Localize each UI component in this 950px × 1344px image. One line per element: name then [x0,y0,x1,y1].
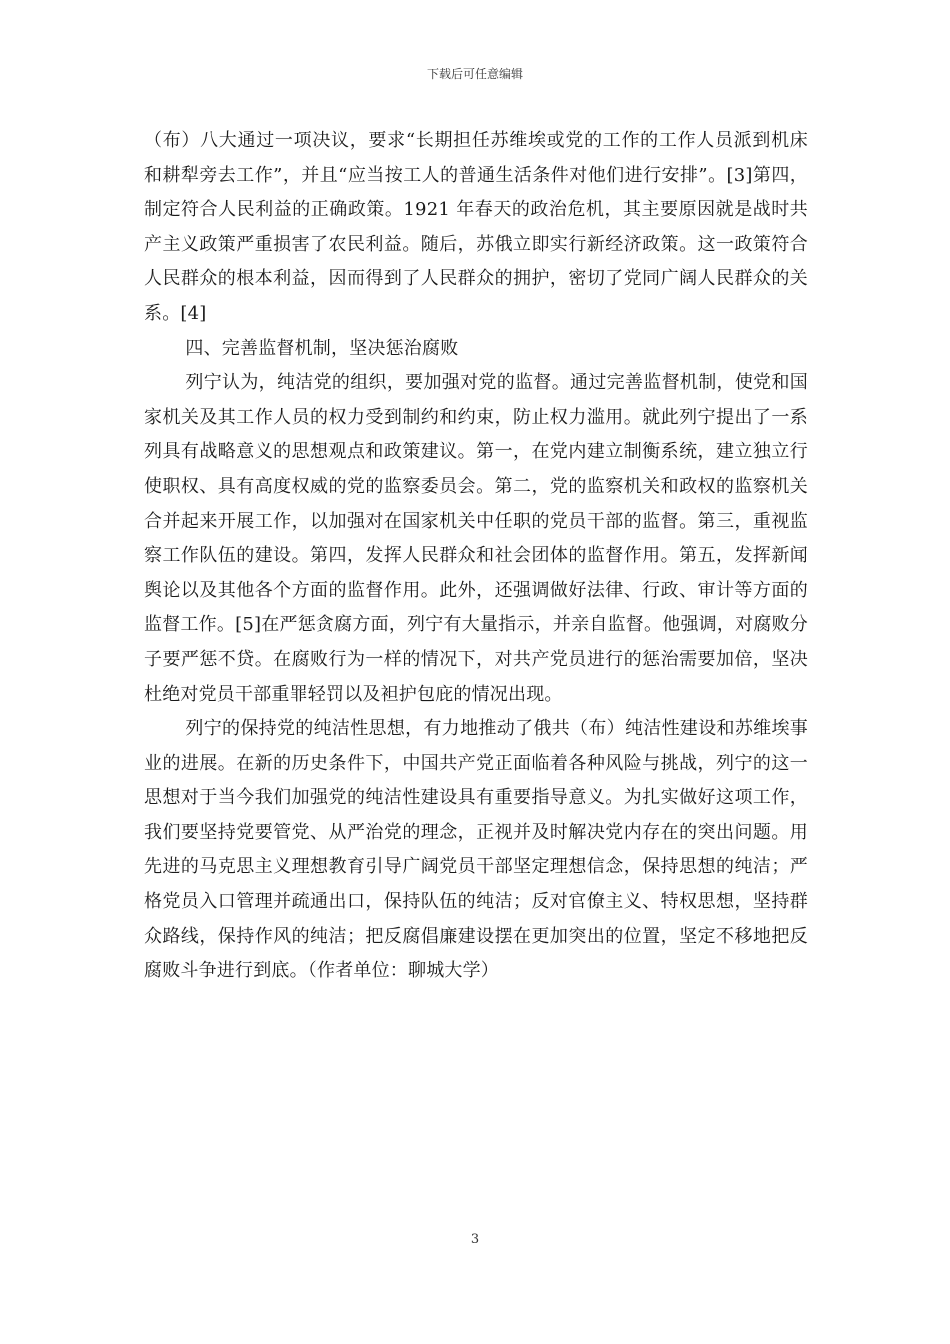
paragraph-supervision: 列宁认为，纯洁党的组织，要加强对党的监督。通过完善监督机制，使党和国家机关及其工作人员的权力受到制约和约束，防止权力滥用。就此列宁提出了一系列具有战略意义的思想观点和政策建议。第一，在党内建立制衡系统，建立独立行使职权、具有高度权威的党的监察委员会。第二，党的监察机关和政权的监察机关合并起来开展工作，以加强对在国家机关中任职的党员干部的监督。第三，重视监察工作队伍的建设。第四，发挥人民群众和社会团体的监督作用。第五，发挥新闻舆论以及其他各个方面的监督作用。此外，还强调做好法律、行政、审计等方面的监督工作。[5]在严惩贪腐方面，列宁有大量指示，并亲自监督。他强调，对腐败分子要严惩不贷。在腐败行为一样的情况下，对共产党员进行的惩治需要加倍，坚决杜绝对党员干部重罪轻罚以及袒护包庇的情况出现。 [144,372,808,705]
page-number: 3 [470,1232,480,1247]
paragraph-conclusion: 列宁的保持党的纯洁性思想，有力地推动了俄共（布）纯洁性建设和苏维埃事业的进展。在新的历史条件下，中国共产党正面临着各种风险与挑战，列宁的这一思想对于当今我们加强党的纯洁性建设具有重要指导意义。为扎实做好这项工作，我们要坚持党要管党、从严治党的理念，正视并及时解决党内存在的突出问题。用先进的马克思主义理想教育引导广阔党员干部坚定理想信念，保持思想的纯洁；严格党员入口管理并疏通出口，保持队伍的纯洁；反对官僚主义、特权思想，坚持群众路线，保持作风的纯洁；把反腐倡廉建设摆在更加突出的位置，坚定不移地把反腐败斗争进行到底。（作者单位：聊城大学） [144,718,808,982]
paragraph-continuation: （布）八大通过一项决议，要求“长期担任苏维埃或党的工作的工作人员派到机床和耕犁旁去工作”，并且“应当按工人的普通生活条件对他们进行安排”。[3]第四，制定符合人民利益的正确政策。1921 年春天的政治危机，其主要原因就是战时共产主义政策严重损害了农民利益。随后，苏俄立即实行新经济政策。这一政策符合人民群众的根本利益，因而得到了人民群众的拥护，密切了党同广阔人民群众的关系。[4] [144,130,808,324]
section-heading: 四、完善监督机制，坚决惩治腐败 [185,337,459,359]
page-header: 下载后可任意编辑 [426,67,523,81]
document-body [144,124,808,989]
